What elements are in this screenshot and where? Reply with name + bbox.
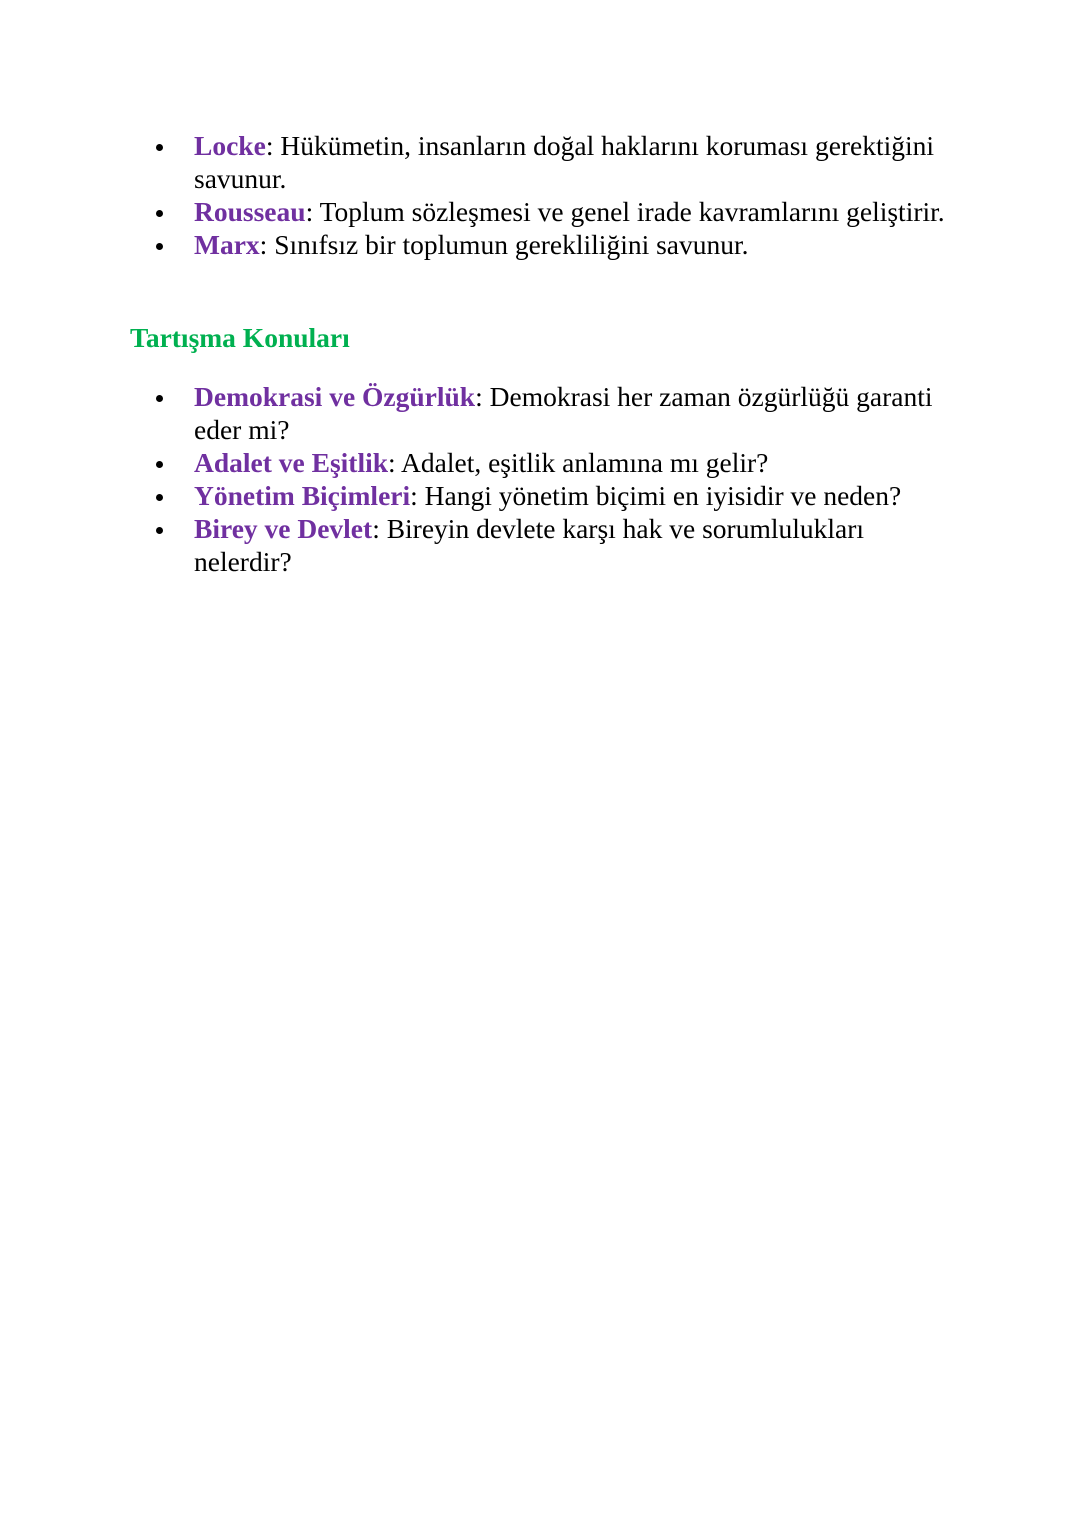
bullet-icon bbox=[156, 144, 163, 151]
term-label: Birey ve Devlet bbox=[194, 513, 373, 544]
list-item: Demokrasi ve Özgürlük: Demokrasi her zaman özgürlüğü garanti eder mi? bbox=[130, 380, 960, 446]
term-label: Marx bbox=[194, 229, 260, 260]
term-label: Demokrasi ve Özgürlük bbox=[194, 381, 476, 412]
term-description: Hükümetin, insanların doğal haklarını koruması gerektiğini savunur. bbox=[194, 130, 935, 194]
term-label: Locke bbox=[194, 130, 266, 161]
discussion-topic-list bbox=[130, 380, 960, 578]
list-item: Marx: Sınıfsız bir toplumun gerekliliğini savunur. bbox=[130, 228, 960, 261]
list-item: Birey ve Devlet: Bireyin devlete karşı hak ve sorumlulukları nelerdir? bbox=[130, 512, 960, 578]
term-label: Adalet ve Eşitlik bbox=[194, 447, 389, 478]
bullet-icon bbox=[156, 494, 163, 501]
bullet-icon bbox=[156, 210, 163, 217]
term-description: Bireyin devlete karşı hak ve sorumlulukları nelerdir? bbox=[194, 513, 865, 577]
list-item: Locke: Hükümetin, insanların doğal haklarını koruması gerektiğini savunur. bbox=[130, 129, 960, 195]
term-description: Demokrasi her zaman özgürlüğü garanti eder mi? bbox=[194, 381, 933, 445]
term-description: Toplum sözleşmesi ve genel irade kavramlarını geliştirir. bbox=[319, 196, 945, 227]
section-heading: Tartışma Konuları bbox=[130, 322, 350, 353]
bullet-icon bbox=[156, 395, 163, 402]
term-description: Adalet, eşitlik anlamına mı gelir? bbox=[401, 447, 769, 478]
term-label: Rousseau bbox=[194, 196, 306, 227]
philosopher-list bbox=[130, 129, 960, 261]
list-item: Rousseau: Toplum sözleşmesi ve genel irade kavramlarını geliştirir. bbox=[130, 195, 960, 228]
bullet-icon bbox=[156, 243, 163, 250]
term-description: Hangi yönetim biçimi en iyisidir ve neden? bbox=[424, 480, 902, 511]
bullet-icon bbox=[156, 461, 163, 468]
term-description: Sınıfsız bir toplumun gerekliliğini savunur. bbox=[274, 229, 749, 260]
list-item: Adalet ve Eşitlik: Adalet, eşitlik anlamına mı gelir? bbox=[130, 446, 960, 479]
list-item: Yönetim Biçimleri: Hangi yönetim biçimi en iyisidir ve neden? bbox=[130, 479, 960, 512]
term-label: Yönetim Biçimleri bbox=[194, 480, 411, 511]
bullet-icon bbox=[156, 527, 163, 534]
